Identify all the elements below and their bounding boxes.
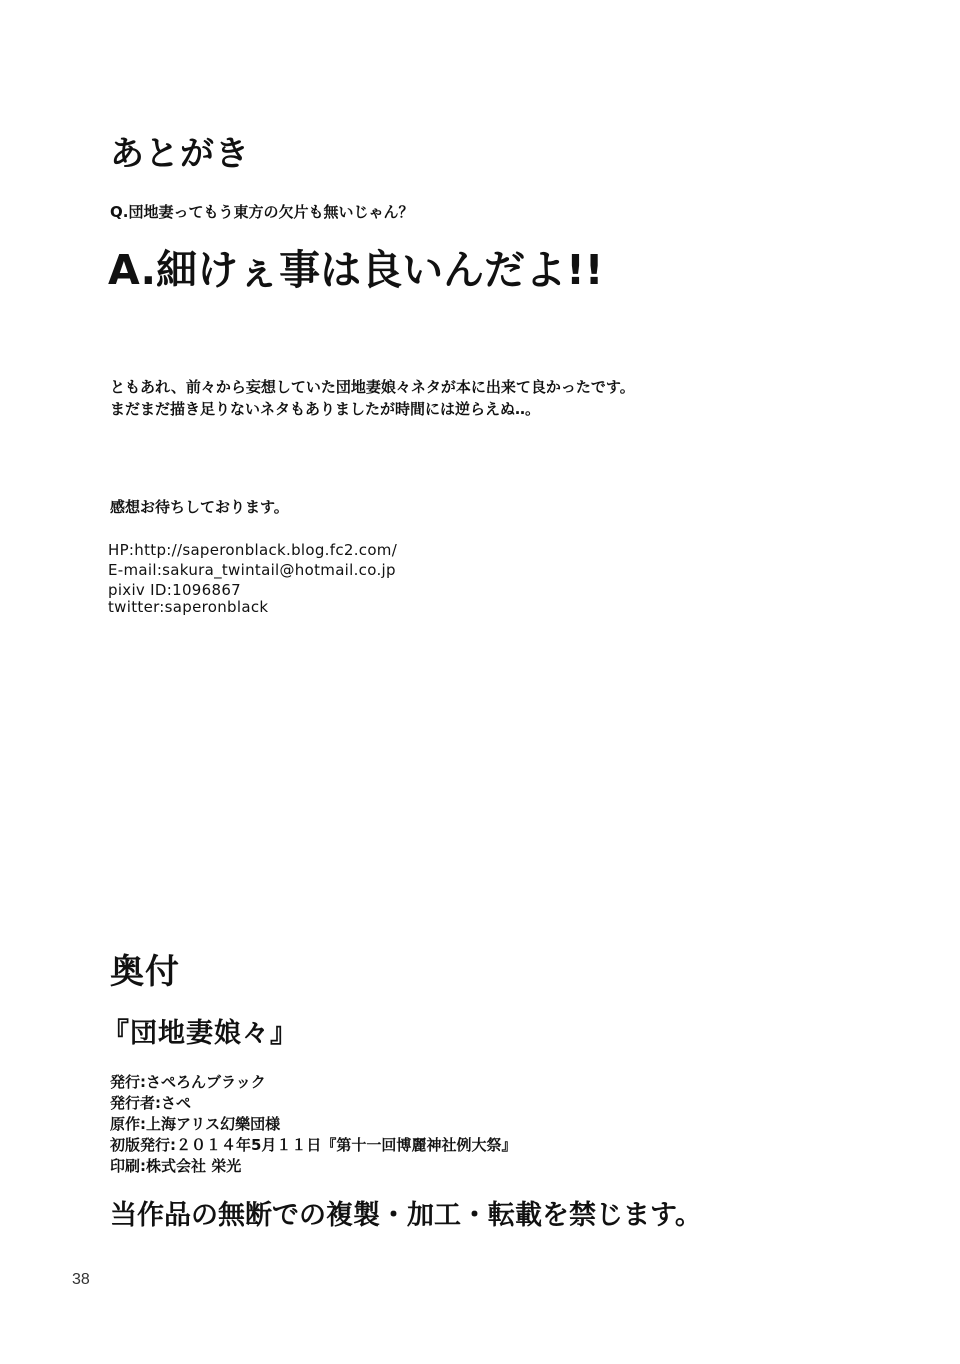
page-number: 38	[72, 1271, 90, 1288]
contact-pixiv: pixiv ID:1096867	[108, 581, 242, 599]
afterword-closing: 感想お待ちしております。	[110, 498, 289, 516]
colophon-original-work: 原作:上海アリス幻樂団様	[110, 1115, 281, 1133]
afterword-body-line-2: まだまだ描き足りないネタもありましたが時間には逆らえぬ‥。	[110, 400, 541, 418]
copyright-notice: 当作品の無断での複製・加工・転載を禁じます。	[110, 1200, 702, 1231]
afterword-answer: A.細けぇ事は良いんだよ!!	[108, 246, 604, 294]
colophon-title: 奥付	[110, 952, 180, 992]
colophon-first-edition: 初版発行:２０１４年5月１１日『第十一回博麗神社例大祭』	[110, 1136, 517, 1154]
afterword-question: Q.団地妻ってもう東方の欠片も無いじゃん？	[110, 203, 414, 221]
afterword-title: あとがき	[110, 134, 250, 174]
colophon-book-title: 『団地妻娘々』	[102, 1018, 298, 1049]
colophon-publisher: 発行:さぺろんブラック	[110, 1073, 266, 1091]
contact-twitter: twitter:saperonblack	[108, 598, 269, 616]
contact-email: E-mail:sakura_twintail@hotmail.co.jp	[108, 561, 396, 579]
afterword-body-line-1: ともあれ、前々から妄想していた団地妻娘々ネタが本に出来て良かったです。	[110, 378, 635, 396]
colophon-issuer: 発行者:さぺ	[110, 1094, 191, 1112]
contact-homepage: HP:http://saperonblack.blog.fc2.com/	[108, 541, 398, 559]
colophon-printer: 印刷:株式会社 栄光	[110, 1157, 242, 1175]
